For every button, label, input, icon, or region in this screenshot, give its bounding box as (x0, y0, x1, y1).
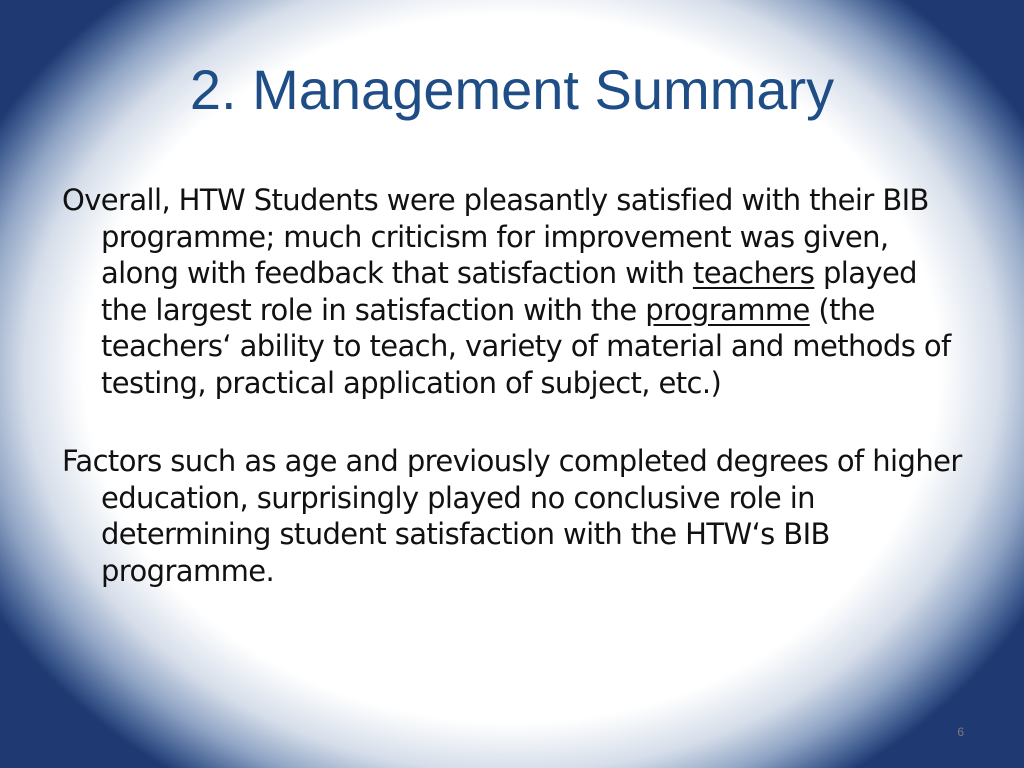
paragraph-1-text-end: (the teachers‘ ability to teach, variety of material and methods of testing, practical application of subject, etc.) (101, 292, 951, 400)
slide-body (62, 182, 967, 589)
slide-title: 2. Management Summary (189, 58, 835, 121)
paragraph-1-text-middle: played the largest role in satisfaction with the (101, 256, 917, 327)
summary-paragraph-2: Factors such as age and previously completed degrees of higher education, surprisingly played no conclusive role in determining student satisfaction with the HTW‘s BIB programme. (62, 444, 962, 588)
summary-paragraph-1 (62, 182, 967, 401)
underlined-programme: programme (645, 292, 810, 327)
page-number: 6 (957, 725, 964, 739)
paragraph-1-text-start: Overall, HTW Students were pleasantly satisfied with their BIB programme; much criticism for improvement was given, along with feedback that satisfaction with (62, 183, 929, 290)
underlined-teachers: teachers (692, 256, 815, 290)
